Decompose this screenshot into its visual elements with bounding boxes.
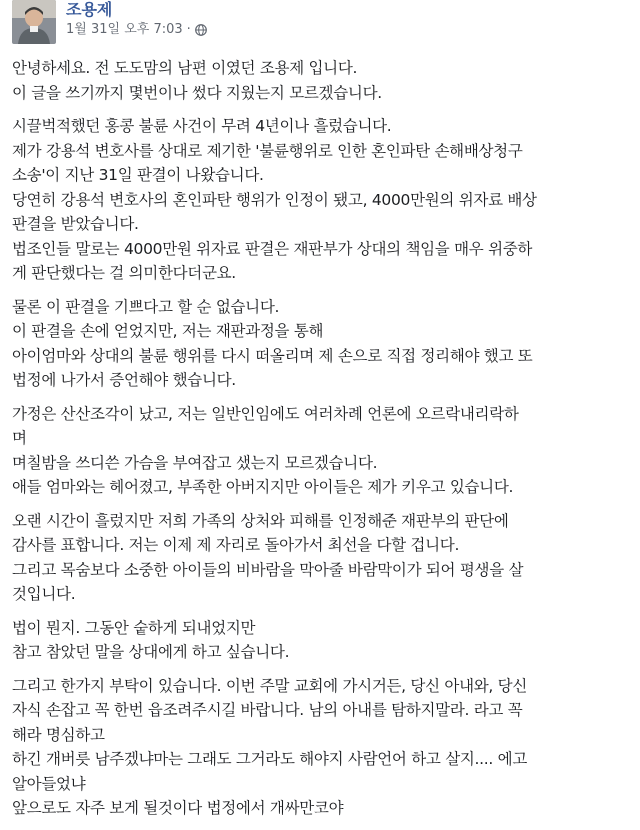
- separator-dot: ·: [186, 22, 191, 37]
- post-paragraph: [12, 56, 632, 105]
- post-text-line: 아이엄마와 상대의 불륜 행위를 다시 떠올리며 제 손으로 직접 정리해야 했고 또: [12, 346, 533, 365]
- post-text-line: 참고 참았던 말을 상대에게 하고 싶습니다.: [12, 643, 290, 661]
- post-paragraph: [12, 114, 632, 286]
- post-text-line: 애들 엄마와는 헤어졌고, 부족한 아버지지만 아이들은 제가 키우고 있습니다.: [12, 478, 514, 496]
- post-text-line: 며: [12, 429, 27, 447]
- post-text-line: 법조인들 말로는 4000만원 위자료 판결은 재판부가 상대의 책임을 매우 위중하: [12, 239, 533, 258]
- post-meta: [66, 0, 207, 38]
- post-text-line: 며칠밤을 쓰디쓴 가슴을 부여잡고 샜는지 모르겠습니다.: [12, 453, 378, 472]
- post-text-line: 물론 이 판결을 기쁘다고 할 순 없습니다.: [12, 297, 280, 316]
- post-text-line: 가정은 산산조각이 났고, 저는 일반인임에도 여러차례 언론에 오르락내리락하: [12, 404, 519, 423]
- post-timestamp[interactable]: 1월 31일 오후 7:03: [66, 22, 183, 37]
- post-text-line: 소송'이 지난 31일 판결이 나왔습니다.: [12, 166, 264, 184]
- post-paragraph: [12, 509, 632, 607]
- globe-icon[interactable]: [195, 24, 207, 36]
- post-text-line: 앞으로도 자주 보게 될것이다 법정에서 개싸만코야: [12, 799, 344, 817]
- post-paragraph: [12, 402, 632, 500]
- post-paragraph: [12, 616, 632, 665]
- post-text-line: 법이 뭔지. 그동안 숱하게 되내었지만: [12, 618, 256, 637]
- post-header: [12, 0, 207, 52]
- post-text-line: 제가 강용석 변호사를 상대로 제기한 '불륜행위로 인한 혼인파탄 손해배상청구: [12, 141, 523, 160]
- post-text-line: 게 판단했다는 걸 의미한다더군요.: [12, 264, 236, 282]
- post-text-line: 판결을 받았습니다.: [12, 215, 139, 233]
- post-paragraph: [12, 295, 632, 393]
- post-text-line: 알아들었냐: [12, 774, 86, 793]
- avatar[interactable]: [12, 0, 56, 44]
- author-name[interactable]: 조용제: [66, 0, 113, 19]
- post-subline: [66, 22, 207, 38]
- post-text-line: 해라 명심하고: [12, 725, 105, 744]
- post-text-line: 하긴 개버릇 남주겠냐마는 그래도 그거라도 해야지 사람언어 하고 살지.... 에고: [12, 750, 528, 768]
- post-text-line: 시끌벅적했던 홍콩 불륜 사건이 무려 4년이나 흘렀습니다.: [12, 117, 392, 135]
- post-text-line: 이 글을 쓰기까지 몇번이나 썼다 지웠는지 모르겠습니다.: [12, 83, 382, 102]
- post-text-line: 당연히 강용석 변호사의 혼인파탄 행위가 인정이 됐고, 4000만원의 위자료 배상: [12, 190, 537, 209]
- post-text-line: 그리고 한가지 부탁이 있습니다. 이번 주말 교회에 가시거든, 당신 아내와, 당신: [12, 676, 528, 695]
- post-text-line: 감사를 표합니다. 저는 이제 제 자리로 돌아가서 최선을 다할 겁니다.: [12, 536, 460, 554]
- post-text-line: 법정에 나가서 증언해야 했습니다.: [12, 371, 236, 389]
- post-text-line: 이 판결을 손에 얻었지만, 저는 재판과정을 통해: [12, 322, 324, 340]
- post-text-line: 것입니다.: [12, 585, 76, 603]
- post-content: [12, 56, 632, 830]
- post-paragraph: [12, 674, 632, 821]
- post-text-line: 오랜 시간이 흘렀지만 저희 가족의 상처와 피해를 인정해준 재판부의 판단에: [12, 511, 509, 530]
- post-text-line: 안녕하세요. 전 도도맘의 남편 이였던 조용제 입니다.: [12, 59, 358, 77]
- post-text-line: 자식 손잡고 꼭 한번 읍조려주시길 바랍니다. 남의 아내를 탐하지말라. 라고 꼭: [12, 701, 523, 719]
- post-text-line: 그리고 목숨보다 소중한 아이들의 비바람을 막아줄 바람막이가 되어 평생을 살: [12, 560, 524, 579]
